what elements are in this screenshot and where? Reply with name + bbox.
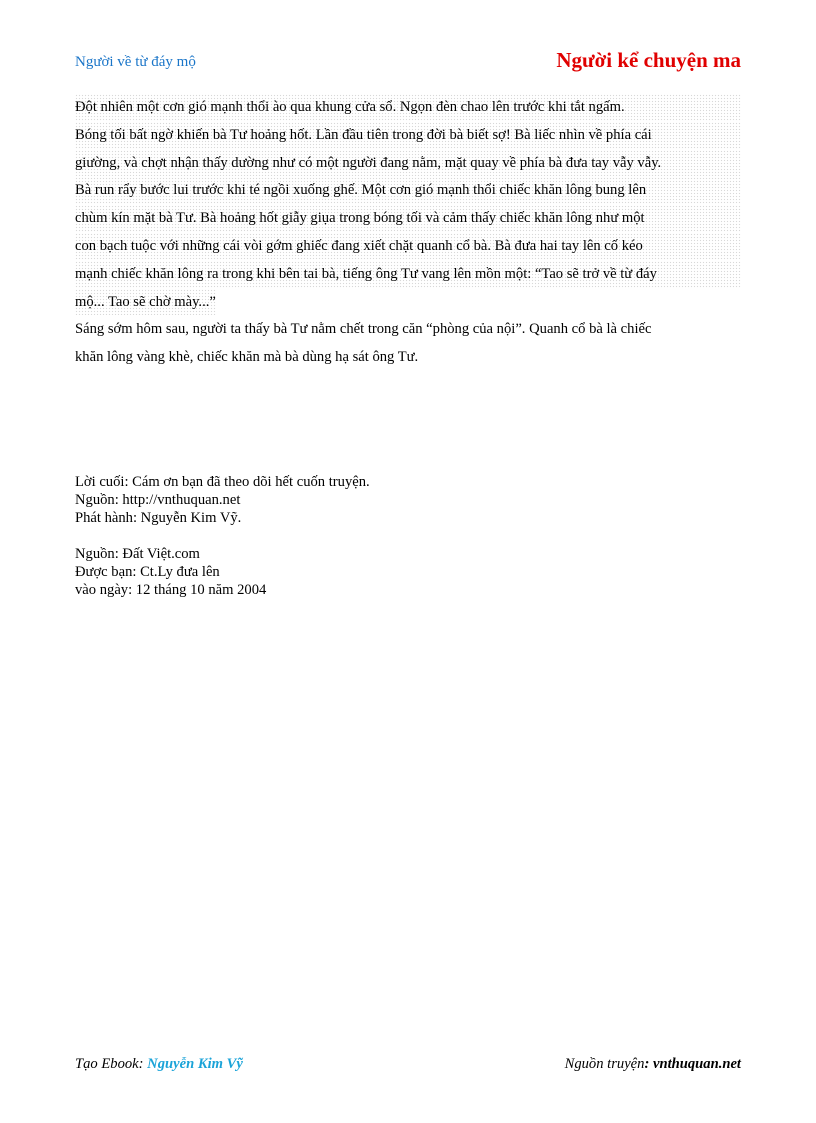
colon: :: [138, 1056, 148, 1072]
paragraph-1: [75, 94, 741, 316]
page-footer: [75, 1056, 741, 1076]
text-line: mộ... Tao sẽ chờ mày...”: [75, 289, 216, 316]
source-credit: [565, 1056, 741, 1073]
source-line: Nguồn: http://vnthuquan.net: [75, 492, 241, 508]
story-text: [75, 94, 741, 372]
posted-by-line: Được bạn: Ct.Ly đưa lên: [75, 564, 220, 580]
page-header: [75, 48, 741, 76]
text-line: chùm kín mặt bà Tư. Bà hoảng hốt giẫy giụa trong bóng tối và cảm thấy chiếc khăn lông như một: [75, 205, 741, 232]
ebook-author: Nguyễn Kim Vỹ: [147, 1056, 243, 1072]
chapter-title: Người về từ đáy mộ: [75, 54, 196, 70]
text-line: Sáng sớm hôm sau, người ta thấy bà Tư nằm chết trong căn “phòng của nội”. Quanh cổ bà là chiếc: [75, 321, 652, 338]
book-title: Người kể chuyện ma: [556, 48, 741, 72]
ebook-credit: [75, 1056, 243, 1073]
colon: :: [644, 1056, 653, 1072]
paragraph-2: [75, 316, 741, 371]
source-label: Nguồn truyện: [564, 1056, 645, 1072]
colophon: [75, 473, 370, 599]
date-line: vào ngày: 12 tháng 10 năm 2004: [75, 582, 267, 598]
text-line: Bóng tối bất ngờ khiến bà Tư hoảng hốt. Lần đầu tiên trong đời bà biết sợ! Bà liếc nhìn về phía cái: [75, 122, 741, 149]
publisher-line: Phát hành: Nguyễn Kim Vỹ.: [75, 510, 242, 526]
text-line: Bà run rẩy bước lui trước khi té ngồi xuống ghế. Một cơn gió mạnh thổi chiếc khăn lông bung lên: [75, 177, 741, 204]
text-line: mạnh chiếc khăn lông ra trong khi bên tai bà, tiếng ông Tư vang lên mồn một: “Tao sẽ trở về từ đáy: [75, 261, 741, 288]
source-site: vnthuquan.net: [652, 1056, 741, 1072]
text-line: giường, và chợt nhận thấy dường như có một người đang nằm, mặt quay về phía bà đưa tay vẫy vẫy.: [75, 150, 741, 177]
text-line: Đột nhiên một cơn gió mạnh thổi ào qua khung cửa sổ. Ngọn đèn chao lên trước khi tắt ngấm.: [75, 94, 741, 121]
source-line-2: Nguồn: Đất Việt.com: [75, 546, 200, 562]
ebook-label: Tạo Ebook: [75, 1056, 139, 1072]
text-line: khăn lông vàng khè, chiếc khăn mà bà dùng hạ sát ông Tư.: [75, 349, 419, 366]
text-line: con bạch tuộc với những cái vòi gớm ghiếc đang xiết chặt quanh cổ bà. Bà đưa hai tay lên cố kéo: [75, 233, 741, 260]
closing-note: Lời cuối: Cám ơn bạn đã theo dõi hết cuốn truyện.: [75, 474, 370, 490]
